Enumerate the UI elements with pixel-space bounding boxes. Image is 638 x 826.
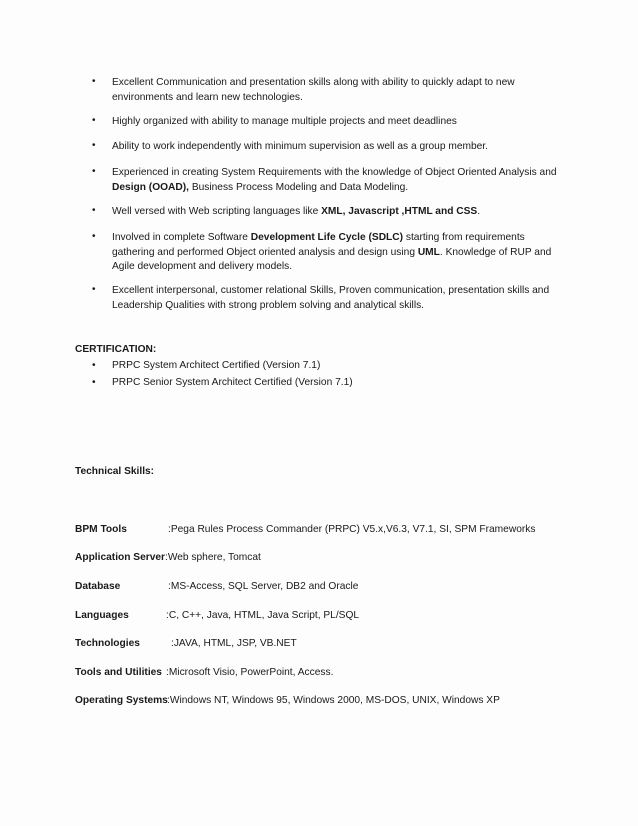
bullet-text: Experienced in creating System Requirements with the knowledge of Object Oriented Analysis and Design (OOAD), Business Process Modeling and Data Modeling. bbox=[112, 167, 557, 193]
skill-label: Tools and Utilities bbox=[75, 667, 162, 678]
bullet-text: Excellent interpersonal, customer relational Skills, Proven communication, presentation skills and Leadership Qualities with strong problem solving and analytical skills. bbox=[112, 285, 550, 311]
skill-row-languages bbox=[75, 610, 359, 621]
bullet-text: Ability to work independently with minimum supervision as well as a group member. bbox=[112, 141, 488, 152]
skill-row-application-server bbox=[75, 552, 261, 563]
bullet-icon: • bbox=[92, 205, 96, 216]
skill-value: :Pega Rules Process Commander (PRPC) V5.x,V6.3, V7.1, SI, SPM Frameworks bbox=[168, 524, 536, 535]
skill-value: :Microsoft Visio, PowerPoint, Access. bbox=[166, 667, 334, 678]
skill-label: Languages bbox=[75, 610, 129, 621]
bullet-icon: • bbox=[92, 166, 96, 177]
bullet-icon: • bbox=[92, 284, 96, 295]
skill-value: :JAVA, HTML, JSP, VB.NET bbox=[171, 638, 297, 649]
skill-value: :Windows NT, Windows 95, Windows 2000, MS-DOS, UNIX, Windows XP bbox=[167, 695, 500, 706]
skill-row-tools-utilities bbox=[75, 667, 333, 678]
bullet-icon: • bbox=[92, 231, 96, 242]
skill-row-operating-systems bbox=[75, 695, 500, 706]
skill-value: :Web sphere, Tomcat bbox=[165, 552, 261, 563]
bullet-text: Well versed with Web scripting languages like XML, Javascript ,HTML and CSS. bbox=[112, 206, 481, 217]
skill-row-bpm-tools bbox=[75, 524, 535, 535]
skill-row-technologies bbox=[75, 638, 297, 649]
skill-label: Operating Systems bbox=[75, 695, 168, 706]
bullet-icon: • bbox=[92, 115, 96, 126]
bullet-text: Excellent Communication and presentation skills along with ability to quickly adapt to new environments and learn new technologies. bbox=[112, 77, 515, 103]
skill-row-database bbox=[75, 581, 358, 592]
bullet-icon: • bbox=[92, 377, 96, 388]
skill-value: :C, C++, Java, HTML, Java Script, PL/SQL bbox=[166, 610, 360, 621]
technical-skills-heading: Technical Skills: bbox=[75, 466, 155, 477]
bullet-text: Involved in complete Software Development Life Cycle (SDLC) starting from requirements gathering and performed Object oriented analysis and design using UML. Knowledge of RUP and Agile development and delivery models. bbox=[112, 232, 552, 272]
skill-label: Technologies bbox=[75, 638, 140, 649]
bullet-icon: • bbox=[92, 360, 96, 371]
skill-label: BPM Tools bbox=[75, 524, 127, 535]
certification-item: • PRPC Senior System Architect Certified (Version 7.1) bbox=[92, 377, 353, 388]
skill-label: Application Server bbox=[75, 552, 166, 563]
bullet-icon: • bbox=[92, 76, 96, 87]
bullet-icon: • bbox=[92, 140, 96, 151]
certification-item: • PRPC System Architect Certified (Version 7.1) bbox=[92, 360, 321, 371]
skill-label: Database bbox=[75, 581, 121, 592]
certification-heading: CERTIFICATION: bbox=[75, 344, 157, 355]
skill-value: :MS-Access, SQL Server, DB2 and Oracle bbox=[168, 581, 359, 592]
bullet-text: Highly organized with ability to manage multiple projects and meet deadlines bbox=[112, 116, 457, 127]
